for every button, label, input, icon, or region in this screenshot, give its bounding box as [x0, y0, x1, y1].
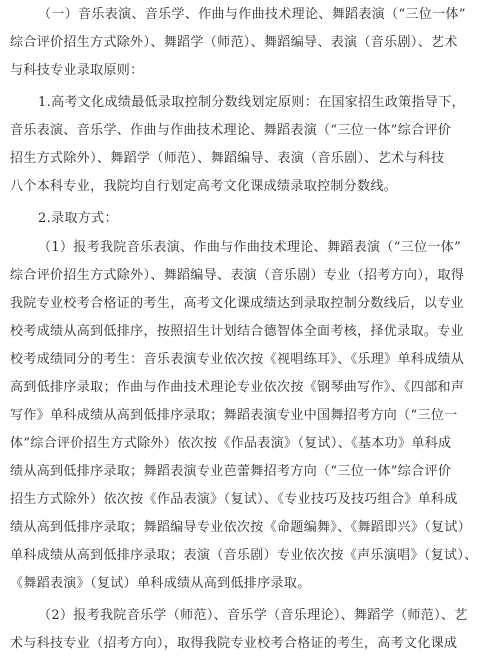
paragraph-line: 单科成绩从高到低排序录取；表演（音乐剧）专业依次按《声乐演唱》（复试）、	[10, 548, 478, 563]
section-heading: 2.录取方式：	[38, 211, 118, 226]
paragraph-line: 写作》单科成绩从高到低排序录取；舞蹈表演专业中国舞招考方向（“三位一	[10, 408, 458, 423]
paragraph-line: 绩从高到低排序录取；舞蹈编导专业依次按《命题编舞》、《舞蹈即兴》（复试）	[10, 520, 472, 535]
paragraph-line: 音乐表演、音乐学、作曲与作曲技术理论、舞蹈表演（“三位一体”综合评价	[10, 123, 452, 138]
paragraph-line: 《舞蹈表演》（复试）单科成绩从高到低排序录取。	[10, 576, 311, 591]
paragraph-line: 体”综合评价招生方式除外）依次按《作品表演》（复试）、《基本功》单科成	[10, 436, 452, 451]
paragraph-line: 1.高考文化成绩最低录取控制分数线划定原则：在国家招生政策指导下，	[38, 95, 465, 110]
paragraph-line: 综合评价招生方式除外）、舞蹈编导、表演（音乐剧）专业（招考方向），取得	[10, 268, 465, 283]
paragraph-line: 校考成绩从高到低排序，按照招生计划结合德智体全面考核，择优录取。专业	[10, 324, 464, 339]
paragraph-line: 术与科技专业（招考方向），取得我院专业校考合格证的考生，高考文化课成	[10, 636, 458, 651]
paragraph-line: 高到低排序录取；作曲与作曲技术理论专业依次按《钢琴曲写作》、《四部和声	[10, 380, 465, 395]
paragraph-line: 校考成绩同分的考生：音乐表演专业依次按《视唱练耳》、《乐理》单科成绩从	[10, 352, 465, 367]
paragraph-line: （一）音乐表演、音乐学、作曲与作曲技术理论、舞蹈表演（“三位一体”	[38, 7, 466, 22]
paragraph-line: （1）报考我院音乐表演、作曲与作曲技术理论、舞蹈表演（“三位一体”	[38, 240, 462, 255]
paragraph-line: 八个本科专业，我院均自行划定高考文化课成绩录取控制分数线。	[10, 179, 398, 194]
paragraph-line: 我院专业校考合格证的考生，高考文化课成绩达到录取控制分数线后，以专业	[10, 296, 464, 311]
paragraph-line: （2）报考我院音乐学（师范）、音乐学（音乐理论）、舞蹈学（师范）、艺	[38, 608, 468, 623]
paragraph-line: 综合评价招生方式除外）、舞蹈学（师范）、舞蹈编导、表演（音乐剧）、艺术	[10, 35, 458, 50]
paragraph-line: 招生方式除外）、舞蹈学（师范）、舞蹈编导、表演（音乐剧）、艺术与科技	[10, 151, 445, 166]
paragraph-line: 招生方式除外）依次按《作品表演》（复试）、《专业技巧及技巧组合》单科成	[10, 492, 458, 507]
paragraph-line: 与科技专业录取原则：	[10, 63, 144, 78]
paragraph-line: 绩从高到低排序录取；舞蹈表演专业芭蕾舞招考方向（“三位一体”综合评价	[10, 464, 452, 479]
